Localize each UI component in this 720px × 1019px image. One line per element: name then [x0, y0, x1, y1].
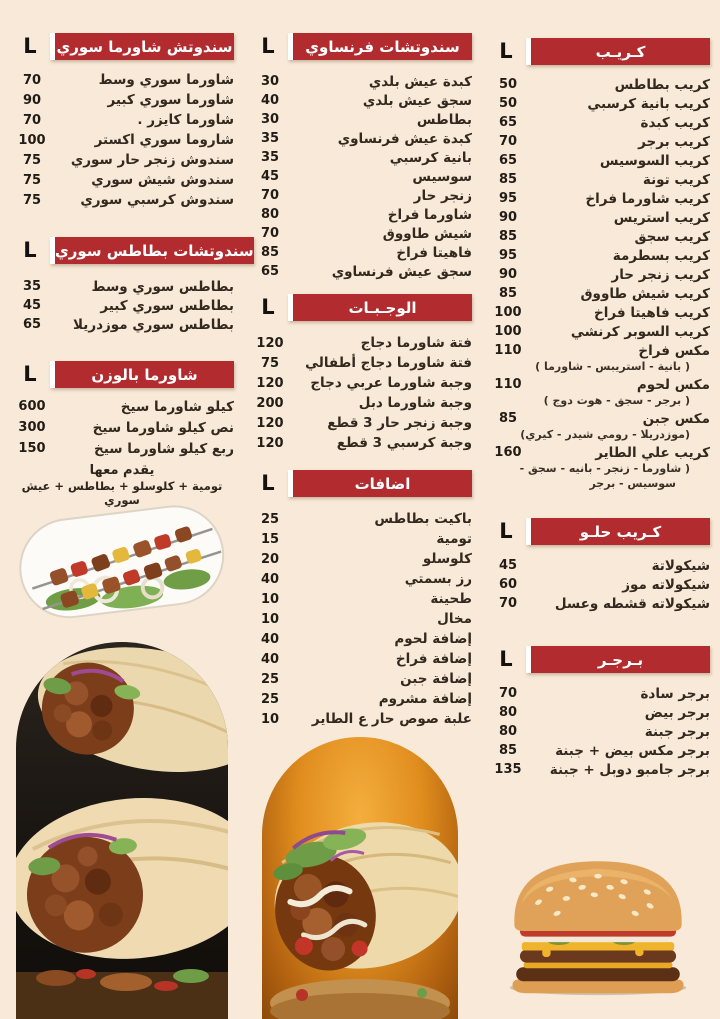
item-list: [248, 333, 472, 453]
menu-item: [248, 649, 472, 669]
section-header-meals: [248, 294, 472, 321]
item-name: سجق عيش فرنساوي: [331, 263, 472, 280]
item-name: إضافة لحوم: [394, 631, 472, 647]
size-label: L: [23, 238, 37, 262]
menu-item: [248, 433, 472, 453]
section-title-bar: [50, 33, 234, 60]
item-name: كبدة عيش فرنساوي: [337, 130, 472, 147]
menu-item: [486, 409, 710, 428]
item-name: بطاطس سوري وسط: [91, 278, 234, 295]
menu-item: [248, 224, 472, 243]
item-name: نص كيلو شاورما سيخ: [92, 419, 234, 436]
shawarma-cone-art: [262, 737, 458, 1019]
menu-item: [248, 569, 472, 589]
section-title-bar: [526, 646, 710, 673]
item-price: 85: [498, 286, 518, 301]
item-price: 80: [260, 207, 280, 222]
item-price: 70: [498, 596, 518, 611]
item-price: 90: [498, 210, 518, 225]
item-price: 110: [494, 377, 522, 392]
item-name: بانية كرسبي: [389, 149, 472, 166]
menu-item: [10, 277, 234, 296]
item-name: شاورما فراخ: [387, 206, 472, 223]
item-name: شيش طاووق: [382, 225, 472, 242]
item-price: 600: [18, 399, 46, 414]
menu-item: [10, 90, 234, 110]
menu-item: [10, 417, 234, 438]
menu-item: [10, 296, 234, 315]
item-name: إضافة فراخ: [395, 651, 472, 667]
item-name: شاروما سوري اكستر: [94, 132, 234, 148]
item-list: [486, 684, 710, 779]
item-price: 65: [22, 317, 42, 332]
served-with-items: تومية + كلوسلو + بطاطس + عيش سوري: [21, 478, 223, 507]
item-price: 90: [22, 92, 42, 108]
item-name: كريب كبدة: [640, 114, 710, 131]
item-price: 35: [22, 279, 42, 294]
size-label: L: [23, 362, 37, 386]
section-header-extras: [248, 470, 472, 497]
item-name: شاورما كايزر .: [137, 112, 234, 128]
item-note: ( برجر - سجق - هوت دوج ): [543, 394, 690, 407]
section-title: سندوتشات بطاطس سوري: [55, 241, 254, 260]
served-with-title: يقدم معها: [89, 463, 155, 478]
menu-item: [486, 341, 710, 360]
item-list: [10, 277, 234, 334]
item-price: 80: [498, 705, 518, 720]
section-title-bar: [50, 237, 254, 264]
item-name: مكس جبن: [642, 410, 710, 427]
item-price: 50: [498, 96, 518, 111]
item-name: فتة شاورما دجاج أطفالي: [305, 355, 472, 371]
menu-item: [248, 629, 472, 649]
item-price: 300: [18, 420, 46, 435]
size-label: L: [499, 39, 513, 63]
item-price: 80: [498, 724, 518, 739]
item-name: تومية: [436, 531, 472, 547]
menu-item: [10, 190, 234, 210]
item-list: [10, 70, 234, 210]
menu-item: [10, 438, 234, 459]
item-price: 65: [260, 264, 280, 279]
item-price: 65: [498, 115, 518, 130]
item-note: ( شاورما - زنجر - بانيه - سجق -: [519, 462, 690, 475]
menu-item: [486, 132, 710, 151]
item-price: 160: [494, 445, 522, 460]
menu-item: [486, 265, 710, 284]
item-price: 40: [260, 93, 280, 108]
item-list: [486, 556, 710, 613]
item-name: سندوش شيش سوري: [91, 172, 234, 188]
menu-item: [248, 549, 472, 569]
item-name: كريب شاورما فراخ: [585, 190, 710, 207]
item-price: 120: [256, 415, 284, 431]
item-name: إضافة مشروم: [378, 691, 472, 707]
menu-item: [486, 722, 710, 741]
menu-item: [486, 556, 710, 575]
item-name: ربع كيلو شاورما سيخ: [94, 440, 234, 457]
size-label: L: [23, 34, 37, 58]
item-name: بطاطس سوري موزدريلا: [73, 316, 234, 333]
item-price: 45: [260, 169, 280, 184]
item-name: كريب شيش طاووق: [580, 285, 710, 302]
item-price: 20: [260, 551, 280, 567]
menu-item: [248, 186, 472, 205]
item-name: كريب بسطرمة: [612, 247, 710, 264]
item-name: كريب بانية كرسبي: [587, 95, 710, 112]
item-name: برجر جامبو دوبل + جبنة: [549, 761, 710, 778]
item-name: شيكولاتة: [651, 557, 710, 574]
item-price: 120: [256, 435, 284, 451]
item-price: 15: [260, 531, 280, 547]
menu-item: [486, 227, 710, 246]
item-price: 10: [260, 711, 280, 727]
item-note: ( بانية - استريبس - شاورما ): [535, 360, 690, 373]
item-name: شاورما سوري كبير: [107, 92, 234, 108]
section-title: كـريب حلـو: [579, 522, 662, 541]
item-price: 100: [494, 324, 522, 339]
item-list: [248, 72, 472, 281]
item-note: (موزدريلا - رومي شيدر - كيري): [520, 428, 690, 441]
item-name: كريب برجر: [638, 133, 710, 150]
item-name: كيلو شاورما سيخ: [120, 398, 234, 415]
item-price: 45: [22, 298, 42, 313]
item-name: كريب السوبر كرنشي: [570, 323, 710, 340]
item-price: 85: [498, 172, 518, 187]
section-title-bar: [288, 33, 472, 60]
item-name: طحينة: [430, 591, 472, 607]
item-price: 35: [260, 131, 280, 146]
item-price: 65: [498, 153, 518, 168]
item-price: 110: [494, 343, 522, 358]
item-price: 60: [498, 577, 518, 592]
menu-item: [486, 443, 710, 462]
section-title-bar: [526, 518, 710, 545]
menu-item: [10, 396, 234, 417]
menu-item: [248, 148, 472, 167]
menu-item: [486, 151, 710, 170]
size-label: L: [261, 471, 275, 495]
item-price: 25: [260, 691, 280, 707]
section-header-fransawi: [248, 33, 472, 60]
item-price: 70: [498, 686, 518, 701]
item-price: 85: [260, 245, 280, 260]
item-price: 35: [260, 150, 280, 165]
item-price: 120: [256, 375, 284, 391]
menu-item: [248, 589, 472, 609]
section-title-bar: [50, 361, 234, 388]
item-name: برجر مكس بيض + جبنة: [555, 742, 710, 759]
item-price: 85: [498, 229, 518, 244]
item-price: 200: [256, 395, 284, 411]
item-price: 95: [498, 248, 518, 263]
menu-item: [248, 129, 472, 148]
item-price: 40: [260, 651, 280, 667]
size-label: L: [499, 647, 513, 671]
item-price: 25: [260, 511, 280, 527]
item-list: [486, 75, 710, 492]
menu-item: [486, 94, 710, 113]
item-name: كريب فاهيتا فراخ: [594, 304, 710, 321]
item-price: 70: [260, 226, 280, 241]
item-price: 120: [256, 335, 284, 351]
item-price: 135: [494, 762, 522, 777]
menu-item: [248, 72, 472, 91]
item-name: رز بسمتي: [404, 571, 472, 587]
item-name: سجق عيش بلدي: [362, 92, 472, 109]
menu-item: [486, 303, 710, 322]
item-price: 85: [498, 743, 518, 758]
size-label: L: [261, 295, 275, 319]
item-price: 75: [22, 172, 42, 188]
item-name: كريب تونة: [642, 171, 710, 188]
item-name: كبدة عيش بلدي: [368, 73, 472, 90]
menu-item: [248, 413, 472, 433]
menu-item: [10, 130, 234, 150]
section-title: شاورما بالوزن: [91, 365, 198, 384]
item-price: 90: [498, 267, 518, 282]
menu-item: [248, 393, 472, 413]
item-name: مكس فراخ: [638, 342, 710, 359]
menu-item: [486, 75, 710, 94]
menu-item: [248, 353, 472, 373]
menu-item: [248, 529, 472, 549]
menu-item: [486, 684, 710, 703]
item-name: مكس لحوم: [636, 376, 710, 393]
menu-item: [486, 594, 710, 613]
item-name: كريب زنجر حار: [611, 266, 710, 283]
section-title: سندوتشات فرنساوي: [305, 37, 460, 56]
section-title: الوجـبـات: [348, 298, 417, 317]
menu-item: [486, 375, 710, 394]
item-name: بطاطس: [416, 111, 472, 128]
menu-item: [248, 373, 472, 393]
menu-item: [248, 709, 472, 729]
menu-item: [248, 167, 472, 186]
item-list: [10, 396, 234, 459]
item-name: مخال: [437, 611, 472, 627]
section-title: كـريـب: [595, 42, 646, 61]
item-price: 30: [260, 112, 280, 127]
section-title-bar: [526, 38, 710, 65]
section-header-burger: [486, 646, 710, 673]
shawarma-wraps-art: [16, 642, 228, 1019]
menu-item: [10, 315, 234, 334]
menu-item: [248, 333, 472, 353]
item-price: 150: [18, 441, 46, 456]
item-name: إضافة جبن: [400, 671, 472, 687]
size-label: L: [261, 34, 275, 58]
item-name: سندوش زنجر حار سوري: [70, 152, 234, 168]
item-name: زنجر حار: [413, 187, 472, 204]
section-title-bar: [288, 294, 472, 321]
item-price: 45: [498, 558, 518, 573]
item-name: برجر جبنة: [644, 723, 710, 740]
item-name: وجبة شاورما عربي دجاج: [310, 375, 472, 391]
menu-item: [486, 113, 710, 132]
item-name: كريب علي الطاير: [595, 444, 710, 461]
menu-item: [248, 669, 472, 689]
item-name: سوسيس: [412, 168, 472, 185]
item-price: 50: [498, 77, 518, 92]
item-price: 70: [22, 72, 42, 88]
item-price: 75: [260, 355, 280, 371]
item-price: 25: [260, 671, 280, 687]
item-price: 30: [260, 74, 280, 89]
item-name: كلوسلو: [422, 551, 472, 567]
item-name: علبة صوص حار ع الطاير: [311, 711, 472, 727]
column-right: [486, 38, 710, 1019]
menu-item: [248, 110, 472, 129]
item-name: وجبة كرسبي 3 قطع: [336, 435, 472, 451]
column-left: [10, 33, 254, 1019]
menu-item: [248, 609, 472, 629]
item-price: 10: [260, 591, 280, 607]
item-name: كريب بطاطس: [614, 76, 710, 93]
item-price: 85: [498, 411, 518, 426]
section-header-batates-souri: [10, 237, 254, 264]
shawarma-cone-photo: [262, 737, 458, 1019]
item-price: 75: [22, 192, 42, 208]
menu-item: [486, 575, 710, 594]
menu-item: [248, 243, 472, 262]
item-price: 10: [260, 611, 280, 627]
menu-item: [486, 246, 710, 265]
section-title: اضافات: [354, 474, 411, 493]
item-name: كريب السوسيس: [599, 152, 710, 169]
item-name: بطاطس سوري كبير: [100, 297, 234, 314]
item-name: برجر بيض: [644, 704, 710, 721]
double-cheeseburger-photo: [486, 839, 710, 997]
menu-item: [10, 110, 234, 130]
item-price: 100: [18, 132, 46, 148]
menu-item: [486, 170, 710, 189]
item-name: باكيت بطاطس: [374, 511, 472, 527]
item-name: شاورما سوري وسط: [98, 72, 234, 88]
section-header-shawarma-weight: [10, 361, 234, 388]
menu-item: [248, 509, 472, 529]
item-name: برجر سادة: [640, 685, 710, 702]
column-middle: [248, 33, 472, 1019]
section-header-crepe: [486, 38, 710, 65]
section-title: سندوتش شاورما سوري: [56, 37, 233, 56]
section-header-shawarma-souri: [10, 33, 234, 60]
menu-item: [486, 208, 710, 227]
item-note: سوسيس - برجر: [589, 477, 676, 490]
menu-item: [486, 322, 710, 341]
menu-item: [10, 150, 234, 170]
item-name: فتة شاورما دجاج: [360, 335, 472, 351]
size-label: L: [499, 519, 513, 543]
item-name: وجبة شاورما دبل: [358, 395, 472, 411]
item-name: شيكولاته موز: [622, 576, 710, 593]
menu-item: [486, 703, 710, 722]
menu-item: [10, 170, 234, 190]
menu-item: [10, 70, 234, 90]
item-price: 100: [494, 305, 522, 320]
menu-item: [486, 760, 710, 779]
item-price: 40: [260, 571, 280, 587]
item-name: سندوش كرسبي سوري: [80, 192, 234, 208]
item-name: شيكولاته قشطه وعسل: [554, 595, 710, 612]
menu-item: [486, 741, 710, 760]
item-price: 40: [260, 631, 280, 647]
item-list: [248, 509, 472, 729]
item-price: 95: [498, 191, 518, 206]
item-name: وجبة زنجر حار 3 قطع: [327, 415, 472, 431]
menu-item: [248, 91, 472, 110]
section-header-sweet-crepe: [486, 518, 710, 545]
item-price: 70: [22, 112, 42, 128]
menu-item: [248, 689, 472, 709]
item-price: 75: [22, 152, 42, 168]
menu-item: [486, 189, 710, 208]
item-name: كريب سجق: [634, 228, 710, 245]
kebab-skewers-photo: [10, 505, 234, 622]
item-name: كريب استريس: [613, 209, 710, 226]
menu-item: [248, 262, 472, 281]
menu-item: [248, 205, 472, 224]
section-title: بـرجـر: [597, 650, 644, 669]
item-price: 70: [498, 134, 518, 149]
shawarma-wraps-photo: [16, 642, 228, 1019]
section-title-bar: [288, 470, 472, 497]
item-name: فاهيتا فراخ: [396, 244, 472, 261]
item-price: 70: [260, 188, 280, 203]
menu-item: [486, 284, 710, 303]
